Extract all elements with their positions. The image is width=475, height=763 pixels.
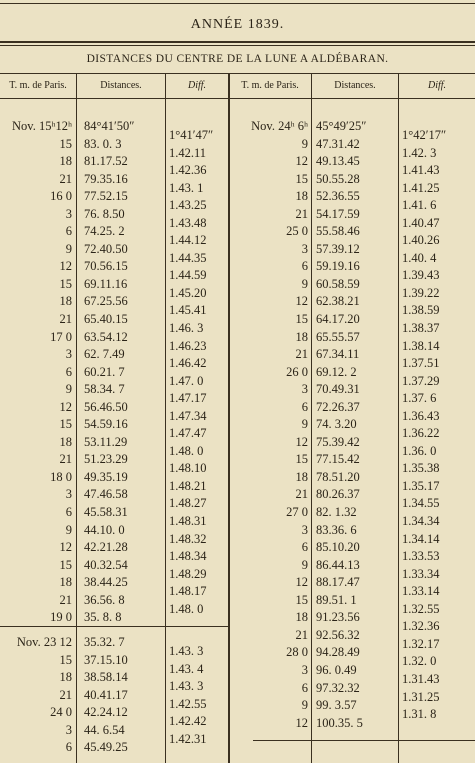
time-cell: Nov. 24ʰ 6ʰ (251, 119, 308, 133)
diff-cell: 1.43. 4 (169, 661, 204, 676)
distance-cell: 37.15.10 (84, 652, 128, 667)
distance-cell: 89.51. 1 (316, 592, 357, 607)
distance-cell: 36.56. 8 (84, 592, 125, 607)
distance-cell: 56.46.50 (84, 399, 128, 414)
diff-cell: 1.46. 3 (169, 321, 204, 336)
time-cell: 3 (65, 722, 72, 737)
right-diff-column (402, 127, 474, 724)
diff-cell: 1.42.36 (169, 163, 207, 178)
time-cell: 6 (301, 540, 308, 555)
distance-cell: 67.34.11 (316, 347, 360, 362)
distance-cell: 44. 6.54 (84, 722, 125, 737)
time-cell: Nov. 15ʰ12ʰ (12, 119, 72, 133)
distance-cell: 49.35.19 (84, 469, 128, 484)
distance-cell: 84°41′50″ (84, 119, 135, 133)
left-time-column (2, 118, 72, 627)
distance-cell: 50.55.28 (316, 171, 360, 186)
diff-cell: 1.32.55 (402, 601, 440, 616)
col-rule-2 (165, 74, 166, 763)
distance-cell: 83. 0. 3 (84, 136, 122, 151)
right-time-column (232, 118, 308, 732)
time-cell: 15 (59, 417, 72, 432)
diff-cell: 1.48. 0 (169, 601, 204, 616)
diff-cell: 1.44.12 (169, 233, 207, 248)
diff-cell: 1.45.41 (169, 303, 207, 318)
distance-cell: 72.40.50 (84, 241, 128, 256)
diff-cell: 1.42.31 (169, 731, 207, 746)
distance-cell: 44.10. 0 (84, 522, 125, 537)
distance-cell: 80.26.37 (316, 487, 360, 502)
time-cell: 17 0 (50, 329, 72, 344)
time-cell: 15 (59, 276, 72, 291)
time-cell: 15 (59, 136, 72, 151)
distance-cell: 82. 1.32 (316, 505, 357, 520)
time-cell: 3 (65, 487, 72, 502)
header-diff-left: Diff. (187, 80, 207, 91)
col-rule-1 (76, 74, 77, 763)
header-diff-right: Diff. (427, 80, 447, 91)
diff-cell: 1.40.47 (402, 215, 440, 230)
time-cell: 6 (301, 259, 308, 274)
distance-cell: 74.25. 2 (84, 224, 125, 239)
distance-cell: 54.59.16 (84, 417, 128, 432)
distance-cell: 70.49.31 (316, 382, 360, 397)
time-cell: 21 (295, 487, 308, 502)
time-cell: 16 0 (50, 189, 72, 204)
table-title: DISTANCES DU CENTRE DE LA LUNE A ALDÉBARAN. (86, 53, 389, 65)
diff-cell: 1.37.51 (402, 356, 440, 371)
distance-cell: 47.46.58 (84, 487, 128, 502)
distance-cell: 69.11.16 (84, 276, 128, 291)
time-cell: 12 (295, 575, 308, 590)
time-cell: 12 (295, 154, 308, 169)
distance-cell: 60.58.59 (316, 276, 360, 291)
time-cell: 3 (65, 347, 72, 362)
time-cell: 18 (59, 575, 72, 590)
distance-cell: 70.56.15 (84, 259, 128, 274)
time-cell: 12 (295, 434, 308, 449)
time-cell: 18 (59, 434, 72, 449)
diff-cell: 1.44.59 (169, 268, 207, 283)
diff-cell: 1.38.14 (402, 338, 440, 353)
left-distance-column-2 (84, 634, 164, 757)
time-cell: 21 (295, 347, 308, 362)
distance-cell: 88.17.47 (316, 575, 360, 590)
distance-cell: 96. 0.49 (316, 662, 357, 677)
diff-cell: 1.46.23 (169, 338, 207, 353)
time-cell: 27 0 (286, 505, 308, 520)
time-cell: 28 0 (286, 645, 308, 660)
diff-cell: 1.40.26 (402, 233, 440, 248)
distance-cell: 57.39.12 (316, 241, 360, 256)
time-cell: 24 0 (50, 705, 72, 720)
diff-cell: 1.44.35 (169, 250, 207, 265)
time-cell: 25 0 (286, 224, 308, 239)
distance-cell: 47.31.42 (316, 136, 360, 151)
time-cell: 18 (295, 610, 308, 625)
distance-cell: 42.24.12 (84, 705, 128, 720)
distance-cell: 83.36. 6 (316, 522, 357, 537)
diff-cell: 1.48. 0 (169, 443, 204, 458)
diff-cell: 1.47.47 (169, 426, 207, 441)
diff-cell: 1.45.20 (169, 285, 207, 300)
distance-cell: 72.26.37 (316, 399, 360, 414)
distance-cell: 38.44.25 (84, 575, 128, 590)
right-block-end-rule (253, 740, 475, 741)
distance-cell: 45.58.31 (84, 505, 128, 520)
distance-cell: 49.13.45 (316, 154, 360, 169)
diff-cell: 1.43. 3 (169, 644, 204, 658)
distance-cell: 35.32. 7 (84, 635, 125, 649)
diff-cell: 1.43. 3 (169, 679, 204, 694)
diff-cell: 1.47. 0 (169, 373, 204, 388)
diff-cell: 1.34.55 (402, 496, 440, 511)
diff-cell: 1.41.43 (402, 163, 440, 178)
distance-cell: 40.41.17 (84, 687, 128, 702)
time-cell: 9 (301, 557, 308, 572)
distance-cell: 86.44.13 (316, 557, 360, 572)
diff-cell: 1.42.55 (169, 696, 207, 711)
diff-cell: 1.48.21 (169, 478, 207, 493)
diff-cell: 1.37. 6 (402, 391, 437, 406)
time-cell: 12 (295, 715, 308, 730)
distance-cell: 54.17.59 (316, 206, 360, 221)
diff-cell: 1.42.11 (169, 145, 207, 160)
time-cell: 21 (295, 627, 308, 642)
distance-cell: 74. 3.20 (316, 417, 357, 432)
diff-cell: 1.41.25 (402, 180, 440, 195)
time-cell: 6 (65, 505, 72, 520)
header-distances-right: Distances. (334, 80, 376, 91)
diff-cell: 1.31. 8 (402, 707, 437, 722)
time-cell: 18 (59, 294, 72, 309)
time-cell: 21 (295, 206, 308, 221)
distance-cell: 38.58.14 (84, 670, 128, 685)
diff-cell: 1.42. 3 (402, 145, 437, 160)
distance-cell: 58.34. 7 (84, 382, 125, 397)
header-time-right: T. m. de Paris. (241, 80, 299, 91)
time-cell: 18 (295, 469, 308, 484)
diff-cell: 1.48.31 (169, 514, 207, 529)
time-cell: 6 (65, 364, 72, 379)
time-cell: 18 (295, 189, 308, 204)
time-cell: 26 0 (286, 364, 308, 379)
time-cell: 15 (59, 557, 72, 572)
diff-cell: 1.48.27 (169, 496, 207, 511)
time-cell: 15 (295, 452, 308, 467)
diff-cell: 1.46.42 (169, 356, 207, 371)
header-distances-left: Distances. (100, 80, 142, 91)
year-rule (0, 41, 475, 43)
time-cell: 6 (65, 224, 72, 239)
time-cell: 12 (59, 540, 72, 555)
time-cell: 6 (65, 740, 72, 755)
diff-cell: 1.47.34 (169, 408, 207, 423)
distance-cell: 42.21.28 (84, 540, 128, 555)
time-cell: 21 (59, 592, 72, 607)
distance-cell: 81.17.52 (84, 154, 128, 169)
header-rule (0, 98, 475, 99)
distance-cell: 59.19.16 (316, 259, 360, 274)
time-cell: 9 (65, 241, 72, 256)
diff-cell: 1.43.25 (169, 198, 207, 213)
col-rule-5 (398, 74, 399, 763)
distance-cell: 63.54.12 (84, 329, 128, 344)
distance-cell: 65.40.15 (84, 312, 128, 327)
diff-cell: 1.34.14 (402, 531, 440, 546)
distance-cell: 65.55.57 (316, 329, 360, 344)
time-cell: 3 (65, 206, 72, 221)
time-cell: 21 (59, 312, 72, 327)
distance-cell: 91.23.56 (316, 610, 360, 625)
diff-cell: 1.32. 0 (402, 654, 437, 669)
distance-cell: 35. 8. 8 (84, 610, 122, 625)
diff-cell: 1.36.22 (402, 426, 440, 441)
diff-cell: 1.33.53 (402, 549, 440, 564)
diff-cell: 1.48.34 (169, 549, 207, 564)
distance-cell: 97.32.32 (316, 680, 360, 695)
diff-cell: 1.33.34 (402, 566, 440, 581)
time-cell: 3 (301, 522, 308, 537)
time-cell: 19 0 (50, 610, 72, 625)
distance-cell: 51.23.29 (84, 452, 128, 467)
time-cell: 21 (59, 171, 72, 186)
time-cell: 18 (295, 329, 308, 344)
distance-cell: 94.28.49 (316, 645, 360, 660)
diff-cell: 1.48.17 (169, 584, 207, 599)
diff-cell: 1.33.14 (402, 584, 440, 599)
diff-cell: 1.38.59 (402, 303, 440, 318)
year-rule-thin (0, 45, 475, 46)
diff-cell: 1.35.17 (402, 478, 440, 493)
time-cell: 21 (59, 452, 72, 467)
diff-cell: 1.42.42 (169, 714, 207, 729)
distance-cell: 52.36.55 (316, 189, 360, 204)
col-rule-4 (311, 74, 312, 763)
diff-cell: 1.38.37 (402, 321, 440, 336)
time-cell: 15 (59, 652, 72, 667)
diff-cell: 1.35.38 (402, 461, 440, 476)
header-time-left: T. m. de Paris. (9, 80, 67, 91)
top-rule (0, 3, 475, 4)
distance-cell: 60.21. 7 (84, 364, 125, 379)
time-cell: 12 (59, 399, 72, 414)
time-cell: Nov. 23 12 (16, 635, 72, 649)
time-cell: 3 (301, 382, 308, 397)
distance-cell: 79.35.16 (84, 171, 128, 186)
time-cell: 3 (301, 241, 308, 256)
distance-cell: 69.12. 2 (316, 364, 357, 379)
diff-cell: 1.36. 0 (402, 443, 437, 458)
diff-cell: 1.48.32 (169, 531, 207, 546)
time-cell: 9 (301, 136, 308, 151)
diff-cell: 1.36.43 (402, 408, 440, 423)
time-cell: 6 (301, 680, 308, 695)
distance-cell: 55.58.46 (316, 224, 360, 239)
time-cell: 21 (59, 687, 72, 702)
time-cell: 18 0 (50, 469, 72, 484)
distance-cell: 45.49.25 (84, 740, 128, 755)
diff-cell: 1.39.22 (402, 285, 440, 300)
distance-cell: 76. 8.50 (84, 206, 125, 221)
distance-cell: 40.32.54 (84, 557, 128, 572)
diff-cell: 1°42′17″ (402, 128, 447, 142)
time-cell: 18 (59, 154, 72, 169)
left-time-column-2 (2, 634, 72, 757)
distance-cell: 85.10.20 (316, 540, 360, 555)
distance-cell: 78.51.20 (316, 469, 360, 484)
diff-cell: 1.32.17 (402, 636, 440, 651)
distance-cell: 62. 7.49 (84, 347, 125, 362)
distance-cell: 77.52.15 (84, 189, 128, 204)
distance-cell: 77.15.42 (316, 452, 360, 467)
diff-cell: 1.31.25 (402, 689, 440, 704)
time-cell: 15 (295, 592, 308, 607)
title-rule (0, 73, 475, 74)
diff-cell: 1.43.48 (169, 215, 207, 230)
diff-cell: 1.39.43 (402, 268, 440, 283)
diff-cell: 1.31.43 (402, 671, 440, 686)
diff-cell: 1.34.34 (402, 514, 440, 529)
distance-cell: 75.39.42 (316, 434, 360, 449)
left-distance-column (84, 118, 164, 627)
diff-cell: 1°41′47″ (169, 128, 214, 142)
diff-cell: 1.48.29 (169, 566, 207, 581)
distance-cell: 99. 3.57 (316, 698, 357, 713)
time-cell: 12 (59, 259, 72, 274)
distance-cell: 53.11.29 (84, 434, 128, 449)
distance-cell: 100.35. 5 (316, 715, 363, 730)
diff-cell: 1.40. 4 (402, 250, 437, 265)
diff-cell: 1.43. 1 (169, 180, 204, 195)
right-distance-column (316, 118, 398, 732)
diff-cell: 1.47.17 (169, 391, 207, 406)
diff-cell: 1.48.10 (169, 461, 207, 476)
time-cell: 9 (65, 382, 72, 397)
left-diff-column-2 (169, 643, 229, 748)
diff-cell: 1.32.36 (402, 619, 440, 634)
time-cell: 6 (301, 399, 308, 414)
time-cell: 15 (295, 312, 308, 327)
time-cell: 3 (301, 662, 308, 677)
diff-cell: 1.41. 6 (402, 198, 437, 213)
distance-cell: 92.56.32 (316, 627, 360, 642)
time-cell: 12 (295, 294, 308, 309)
distance-cell: 45°49′25″ (316, 119, 367, 133)
time-cell: 9 (301, 698, 308, 713)
page-year: ANNÉE 1839. (190, 17, 285, 32)
time-cell: 9 (65, 522, 72, 537)
distance-cell: 64.17.20 (316, 312, 360, 327)
distance-cell: 67.25.56 (84, 294, 128, 309)
left-diff-column (169, 127, 229, 618)
distance-cell: 62.38.21 (316, 294, 360, 309)
time-cell: 15 (295, 171, 308, 186)
time-cell: 9 (301, 276, 308, 291)
time-cell: 18 (59, 670, 72, 685)
diff-cell: 1.37.29 (402, 373, 440, 388)
time-cell: 9 (301, 417, 308, 432)
